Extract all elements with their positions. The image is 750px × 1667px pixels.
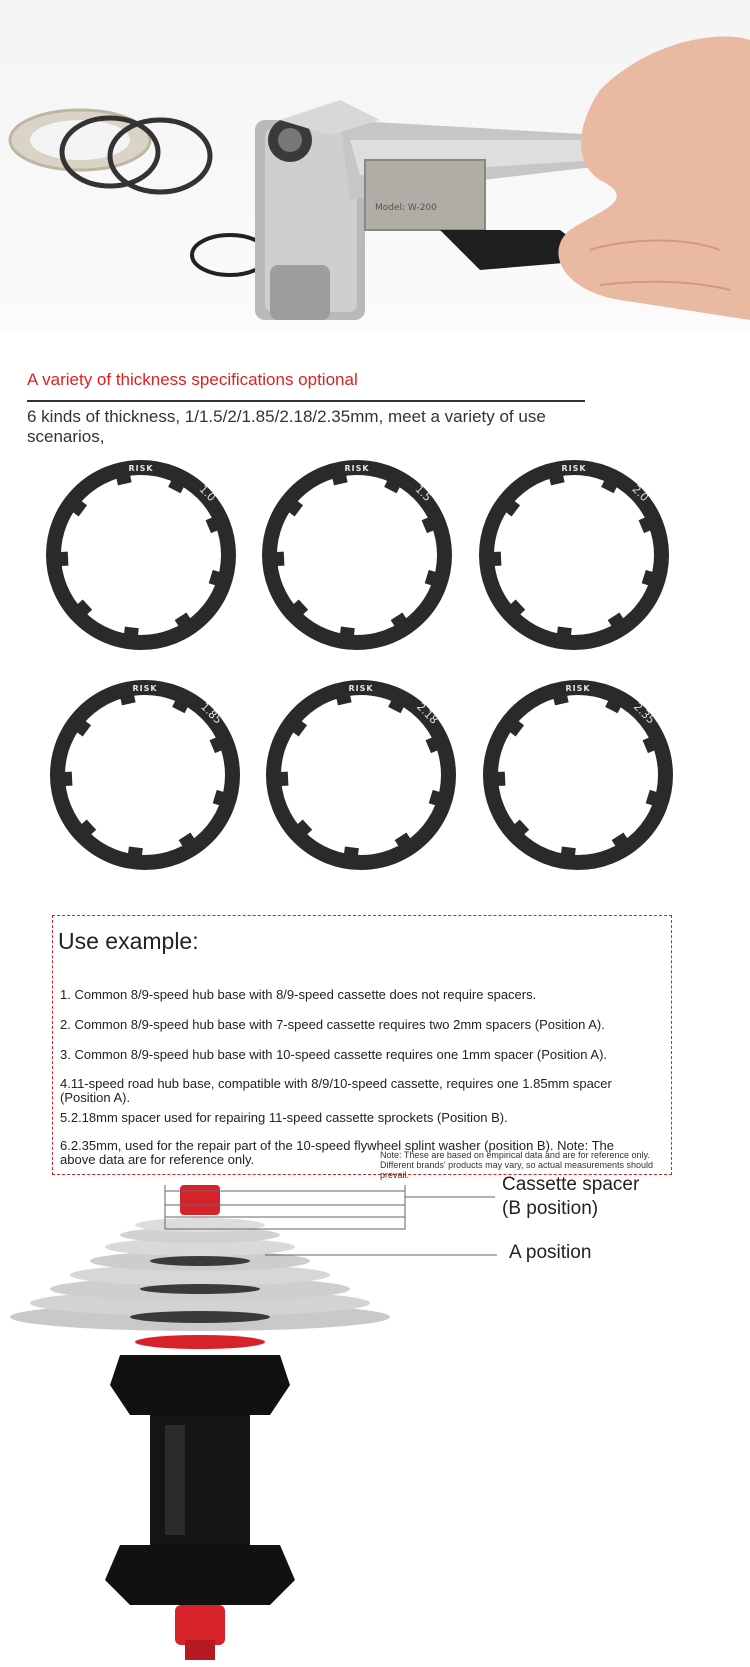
ring-brand-label: RISK <box>128 464 154 473</box>
use-example-item: 1. Common 8/9-speed hub base with 8/9-speed cassette does not require spacers. <box>60 987 537 1002</box>
spacer-ring <box>252 455 462 660</box>
ring-thickness-label: 2.0 <box>629 482 652 505</box>
use-example-item: 6.2.35mm, used for the repair part of the 10-speed flywheel splint washer (position B). Note: The above data are for reference only. <box>60 1138 614 1167</box>
axle-cap-top <box>180 1185 220 1215</box>
use-example-item: 5.2.18mm spacer used for repairing 11-speed cassette sprockets (Position B). <box>60 1110 508 1125</box>
ring-brand-label: RISK <box>561 464 587 473</box>
ring-notch <box>280 772 289 786</box>
hub-diagram <box>0 1174 750 1662</box>
spacer-ring <box>40 675 250 880</box>
ring-thickness-label: 1.85 <box>197 700 225 727</box>
cassette-cog-illustration <box>10 110 268 275</box>
section-title: A variety of thickness specifications optional <box>27 370 358 389</box>
spacer-ring-graphic <box>469 455 679 660</box>
spacer-ring-graphic <box>36 455 246 660</box>
spacer-ring-graphic <box>40 675 250 880</box>
cassette-stack-illustration <box>10 1218 390 1331</box>
ring-brand-label: RISK <box>565 684 591 693</box>
ring-notch <box>60 552 69 566</box>
ring-brand-label: RISK <box>344 464 370 473</box>
ring-brand-label: RISK <box>132 684 158 693</box>
hub-body-illustration <box>105 1355 295 1660</box>
section-description: 6 kinds of thickness, 1/1.5/2/1.85/2.18/2.35mm, meet a variety of use scenarios, <box>27 407 546 446</box>
b-position-label <box>502 1173 639 1221</box>
spacer-ring <box>256 675 466 880</box>
a-position-ring <box>135 1335 265 1349</box>
spacer-ring-graphic <box>256 675 466 880</box>
b-position-label-line2: (B position) <box>502 1198 599 1219</box>
spacer-ring-graphic <box>252 455 462 660</box>
ring-notch <box>64 772 73 786</box>
use-example-note: Note: These are based on empirical data and are for reference only. Different brands' products may vary, so actual measurements should prevail. <box>380 1150 654 1180</box>
ring-thickness-label: 2.18 <box>413 700 441 727</box>
ring-notch <box>497 772 506 786</box>
a-position-label: A position <box>509 1242 592 1263</box>
ring-thickness-label: 1.5 <box>412 482 435 505</box>
spacer-ring-graphic <box>473 675 683 880</box>
use-example-title: Use example: <box>58 928 199 954</box>
ring-thickness-label: 2.35 <box>630 700 658 727</box>
use-example-item: 4.11-speed road hub base, compatible with 8/9/10-speed cassette, requires one 1.85mm spacer (Position A). <box>60 1076 612 1105</box>
ring-notch <box>276 552 285 566</box>
spacer-ring <box>36 455 246 660</box>
ring-brand-label: RISK <box>348 684 374 693</box>
press-tool-illustration <box>255 100 610 320</box>
spacer-ring <box>469 455 679 660</box>
use-example-item: 2. Common 8/9-speed hub base with 7-speed cassette requires two 2mm spacers (Position A). <box>60 1017 605 1032</box>
use-example-item: 3. Common 8/9-speed hub base with 10-speed cassette requires one 1mm spacer (Position A). <box>60 1047 608 1062</box>
b-position-label-line1: Cassette spacer <box>502 1174 640 1195</box>
spacer-ring <box>473 675 683 880</box>
plate-label: Model: W-200 <box>375 203 437 213</box>
hero-photo <box>0 0 750 330</box>
ring-notch <box>493 552 502 566</box>
section-divider <box>27 400 585 402</box>
hand-illustration <box>558 37 750 320</box>
ring-thickness-label: 1.0 <box>196 482 219 505</box>
